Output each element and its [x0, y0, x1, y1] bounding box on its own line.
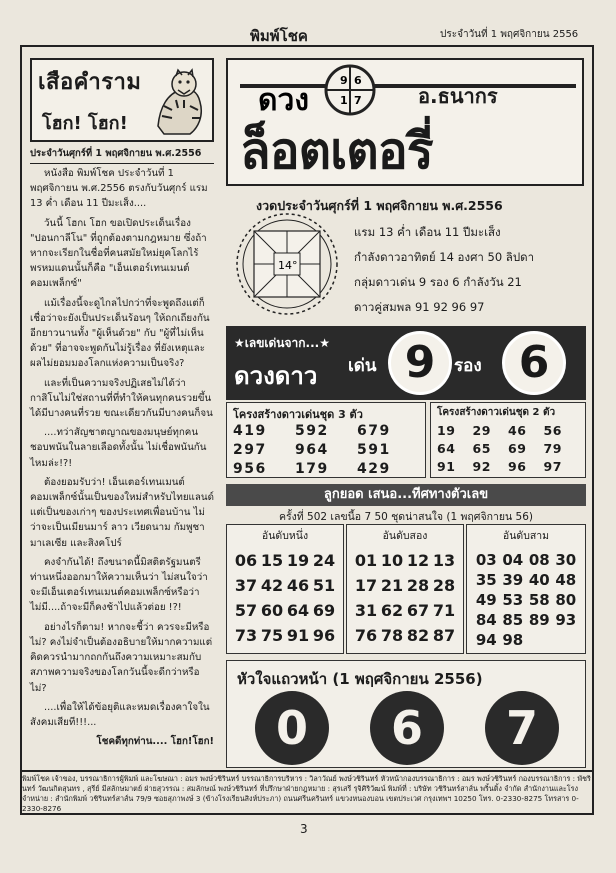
sub-number: 6	[502, 331, 566, 395]
number-cell: 964	[295, 442, 329, 458]
paragraph: ต้องยอมรับว่า! เอ็นเตอร์เทนเมนต์คอมเพล็กซ์นั้นเป็นของใหม่สำหรับไทยแลนด์แต่เป็นของเก่าๆ ของประเทศเพื่อนบ้าน ไม่ว่าจะเป็นเมียนมาร์ ลาว เวียดนาม กัมพูชา มาเลเซีย และสิงคโปร์	[30, 476, 214, 549]
paragraph: คงจำกันได้! ถึงขนาดนี้มิสติตรัฐมนตรีท่านหนึ่งออกมาให้ความเห็นว่า ไม่สนใจว่าจะมีเอ็นเตอร์เทนเมนต์คอมเพล็กซ์หรือว่าไม่มี....ถ้าจะมีก็คงช้าไปแล้วต่อย !?!	[30, 556, 208, 614]
lucky-number: 73	[234, 626, 258, 645]
lucky-number: 17	[354, 576, 378, 595]
rank-third	[466, 524, 586, 654]
info-line: ดาวคู่สมพล 91 92 96 97	[354, 300, 485, 314]
info-line: กำลังดาวอาทิตย์ 14 องศา 50 ลิปดา	[354, 250, 535, 264]
number-cell: 65	[472, 441, 491, 456]
info-line: กลุ่มดาวเด่น 9 รอง 6 กำลังวัน 21	[354, 275, 522, 289]
rank-label: อันดับหนึ่ง	[261, 530, 309, 542]
number-cell: 956	[233, 461, 267, 477]
structure-2-digit	[430, 402, 586, 478]
lucky-number: 48	[555, 571, 577, 589]
sub-label: รอง	[454, 356, 482, 376]
page-number: 3	[300, 822, 308, 836]
lucky-number: 51	[312, 576, 336, 595]
lucky-number: 96	[312, 626, 336, 645]
column-subtitle: โฮก! โฮก!	[42, 113, 128, 134]
lucky-number: 98	[502, 631, 524, 649]
lucky-number: 49	[475, 591, 497, 609]
lead-number: 9	[388, 331, 452, 395]
number-cell: 297	[233, 442, 267, 458]
number-cell: 92	[472, 459, 491, 474]
number-cell: 419	[233, 423, 267, 439]
header-date: ประจำวันที่ 1 พฤศจิกายน 2556	[440, 29, 579, 40]
logo-wheel-graphic	[238, 64, 578, 116]
logo-author: อ.ธนากร	[418, 84, 498, 108]
number-cell: 592	[295, 423, 329, 439]
paragraph: อย่างไรก็ตาม! หากจะชี้ว่า ควรจะมีหรือไม่? คงไม่จำเป็นต้องอธิบายให้มากความแต่คิดควรนำมากถกกันถึงความเหมาะสมกับสภาพความจริงของโลกวันนี้จะดีกว่าหรือไม่?	[30, 621, 213, 694]
heart-numbers-box	[226, 660, 586, 768]
lucky-number: 06	[234, 551, 258, 570]
structure-title: โครงสร้างดาวเด่นชุด 2 ตัว	[437, 407, 556, 418]
lucky-number: 62	[380, 601, 404, 620]
paragraph: และที่เป็นความจริงปฏิเสธไม่ได้ว่ากาสิโนไม่ใช่สถานที่ที่ทำให้คนทุกคนรวยขึ้นได้มีบางคนที่รวย ขณะเดียวกันมีบางคนก็จน	[30, 377, 213, 420]
lucky-number: 89	[528, 611, 550, 629]
paragraph: หนังสือ พิมพ์โชค ประจำวันที่ 1 พฤศจิกายน พ.ศ.2556 ตรงกับวันศุกร์ แรม 13 ค่ำ เดือน 11 ปีมะเส็ง....	[30, 168, 208, 210]
lucky-number: 87	[432, 626, 456, 645]
publication-title: พิมพ์โชค	[250, 27, 308, 45]
paragraph: แม้เรื่องนี้จะดูไกลไปกว่าที่จะพูดถึงแต่ก็เชื่อว่าจะยังเป็นประเด็นร้อนๆ ให้ถกเถียงกันอีกยาวนานทั้ง "ผู้เห็นด้วย" กับ "ผู้ที่ไม่เห็นด้วย" ที่อาจจะพูดกันไม่รู้เรื่อง ที่ยังเหตุและผลไม่ยอมมองโลกแห่งความเป็นจริง?	[30, 297, 210, 370]
rank-label: อันดับสอง	[382, 530, 428, 542]
number-cell: 91	[437, 459, 456, 474]
logo-box	[226, 58, 584, 186]
lucky-number: 94	[475, 631, 497, 649]
lucky-number: 30	[555, 551, 577, 569]
number-cell: 97	[543, 459, 562, 474]
paragraph: วันนี้ โฮกเ โฮก ขอเปิดประเด็นเรื่อง "ปอนกาลีโน" ที่ถูกต้องตามกฎหมาย ซึ่งถ้าหากจะเรียกในชื่อที่คนสมัยใหม่ยุคโลกไร้พรหมแดนนั้นก็คือ "เอ็นเตอร์เทนเมนต์คอมเพล็กซ์"	[30, 217, 207, 290]
number-cell: 679	[357, 423, 391, 439]
issue-info	[354, 220, 534, 320]
logo-main-title: ล็อตเตอรี่	[240, 121, 433, 180]
lucky-number: 19	[286, 551, 310, 570]
lucky-number: 60	[260, 601, 284, 620]
chart-center-label: 14°	[278, 259, 298, 272]
logo-top-text: ดวง	[258, 83, 309, 116]
wheel-digit: 1	[340, 94, 348, 107]
lucky-number: 46	[286, 576, 310, 595]
heart-digit: 0	[255, 691, 329, 765]
lucky-number: 35	[475, 571, 497, 589]
lucky-number: 15	[260, 551, 284, 570]
column-body	[30, 166, 214, 749]
lucky-number: 21	[380, 576, 404, 595]
lucky-number: 40	[528, 571, 550, 589]
lucky-number: 28	[432, 576, 456, 595]
lucky-number: 10	[380, 551, 404, 570]
lucky-number: 37	[234, 576, 258, 595]
lucky-number: 57	[234, 601, 258, 620]
number-cell: 64	[437, 441, 456, 456]
lucky-number: 53	[502, 591, 524, 609]
lucky-number: 78	[380, 626, 404, 645]
number-cell: 56	[543, 423, 562, 438]
wheel-digit: 7	[354, 94, 362, 107]
wheel-digit: 9	[340, 74, 348, 87]
rank-first	[226, 524, 344, 654]
lead-label: เด่น	[348, 356, 377, 376]
lucky-number: 12	[406, 551, 430, 570]
zodiac-chart	[232, 208, 342, 320]
heart-digit: 6	[370, 691, 444, 765]
band-title: ดวงดาว	[234, 362, 318, 390]
lucky-number: 03	[475, 551, 497, 569]
tiger-icon	[150, 66, 208, 138]
issue-date-line: งวดประจำวันศุกร์ที่ 1 พฤศจิกายน พ.ศ.2556	[256, 198, 503, 213]
lucky-number: 01	[354, 551, 378, 570]
rank-label: อันดับสาม	[502, 530, 550, 542]
lead-number-band	[226, 326, 586, 400]
number-cell: 46	[508, 423, 527, 438]
lucky-number: 69	[312, 601, 336, 620]
column-caption: ประจำวันศุกร์ที่ 1 พฤศจิกายน พ.ศ.2556	[30, 146, 214, 164]
lucky-number: 75	[260, 626, 284, 645]
number-cell: 69	[508, 441, 527, 456]
number-cell: 591	[357, 442, 391, 458]
lucky-number: 76	[354, 626, 378, 645]
lucky-number: 91	[286, 626, 310, 645]
paragraph: ....ทว่าสัญชาตญาณของมนุษย์ทุกคนชอบพนันในลายเลือดทั้งนั้น ไม่เชื่อพนันกันไหมล่ะ!?!	[30, 427, 207, 469]
imprint-footer: พิมพ์โชค เจ้าของ, บรรณาธิการผู้พิมพ์ และโฆษณา : อมร พงษ์วชิรินทร์ บรรณาธิการบริหาร : วิลาวัณย์ พงษ์วชิรินทร์ หัวหน้ากองบรรณาธิการ : อมร พงษ์วชิรินทร์ กองบรรณาธิการ : พัชรินทร์ วัฒนกิตสุนทร , สุรีย์ มีสลักษมาตย์ ฝ่ายสุวรรณ : สมลักษณ์ พงษ์วชิรินทร์ ที่ปรึกษาฝ่ายกฎหมาย : สุรเสรี รุจิศิริวัฒน์ พิมพ์ที่ : บริษัท วชิรินทร์สาส์น พริ้นติ้ง จำกัด สำนักงานและโรงจำหน่าย : สำนักพิมพ์ วชิรินทร์สาส์น 79/9 ซอยสุภาพงษ์ 3 (ข้างโรงเรียนสิงห์ประภา) ถนนศรีนครินทร์ แขวงหนองบอน เขตประเวศ กรุงเทพฯ 10250 โทร. 0-2330-8275 โทรสาร 0-2330-8276	[22, 770, 592, 814]
lucky-number: 64	[286, 601, 310, 620]
lucky-number: 82	[406, 626, 430, 645]
column-title-box	[30, 58, 214, 142]
lucky-number: 04	[502, 551, 524, 569]
structure-title: โครงสร้างดาวเด่นชุด 3 ตัว	[233, 408, 363, 421]
number-cell: 179	[295, 461, 329, 477]
heart-digit: 7	[485, 691, 559, 765]
lucky-number: 71	[432, 601, 456, 620]
lucky-number: 08	[528, 551, 550, 569]
info-line: แรม 13 ค่ำ เดือน 11 ปีมะเส็ง	[354, 225, 501, 239]
band-caption: ★เลขเด่นจาก...★	[234, 336, 330, 350]
structure-3-digit	[226, 402, 426, 478]
lucky-number: 58	[528, 591, 550, 609]
number-cell: 19	[437, 423, 456, 438]
lucky-number: 42	[260, 576, 284, 595]
lucky-number: 24	[312, 551, 336, 570]
signoff: โชคดีทุกท่าน.... โฮก!โฮก!	[96, 736, 214, 748]
number-cell: 96	[508, 459, 527, 474]
heart-title: หัวใจแถวหน้า (1 พฤศจิกายน 2556)	[237, 670, 483, 688]
lucky-number: 39	[502, 571, 524, 589]
lucky-number: 31	[354, 601, 378, 620]
wheel-digit: 6	[354, 74, 362, 87]
lucky-number: 13	[432, 551, 456, 570]
lucky-number: 28	[406, 576, 430, 595]
paragraph: ....เพื่อให้ได้ข้อยุติและหมดเรื่องคาใจในสังคมเสียที!!!...	[30, 701, 210, 728]
lucky-number: 84	[475, 611, 497, 629]
rank-second	[346, 524, 464, 654]
number-cell: 79	[543, 441, 562, 456]
number-cell: 429	[357, 461, 391, 477]
column-title: เสือคำราม	[38, 70, 142, 95]
lucky-number: 93	[555, 611, 577, 629]
lucky-number: 80	[555, 591, 577, 609]
lucky-section-title: ลูกยอด เสนอ...ทีศทางตัวเลข	[226, 484, 586, 506]
lucky-section-subtitle: ครั้งที่ 502 เลขนี้อ 7 50 ชุดน่าสนใจ (1 พฤศจิกายน 56)	[279, 511, 533, 523]
lucky-number: 85	[502, 611, 524, 629]
lucky-number: 67	[406, 601, 430, 620]
number-cell: 29	[472, 423, 491, 438]
